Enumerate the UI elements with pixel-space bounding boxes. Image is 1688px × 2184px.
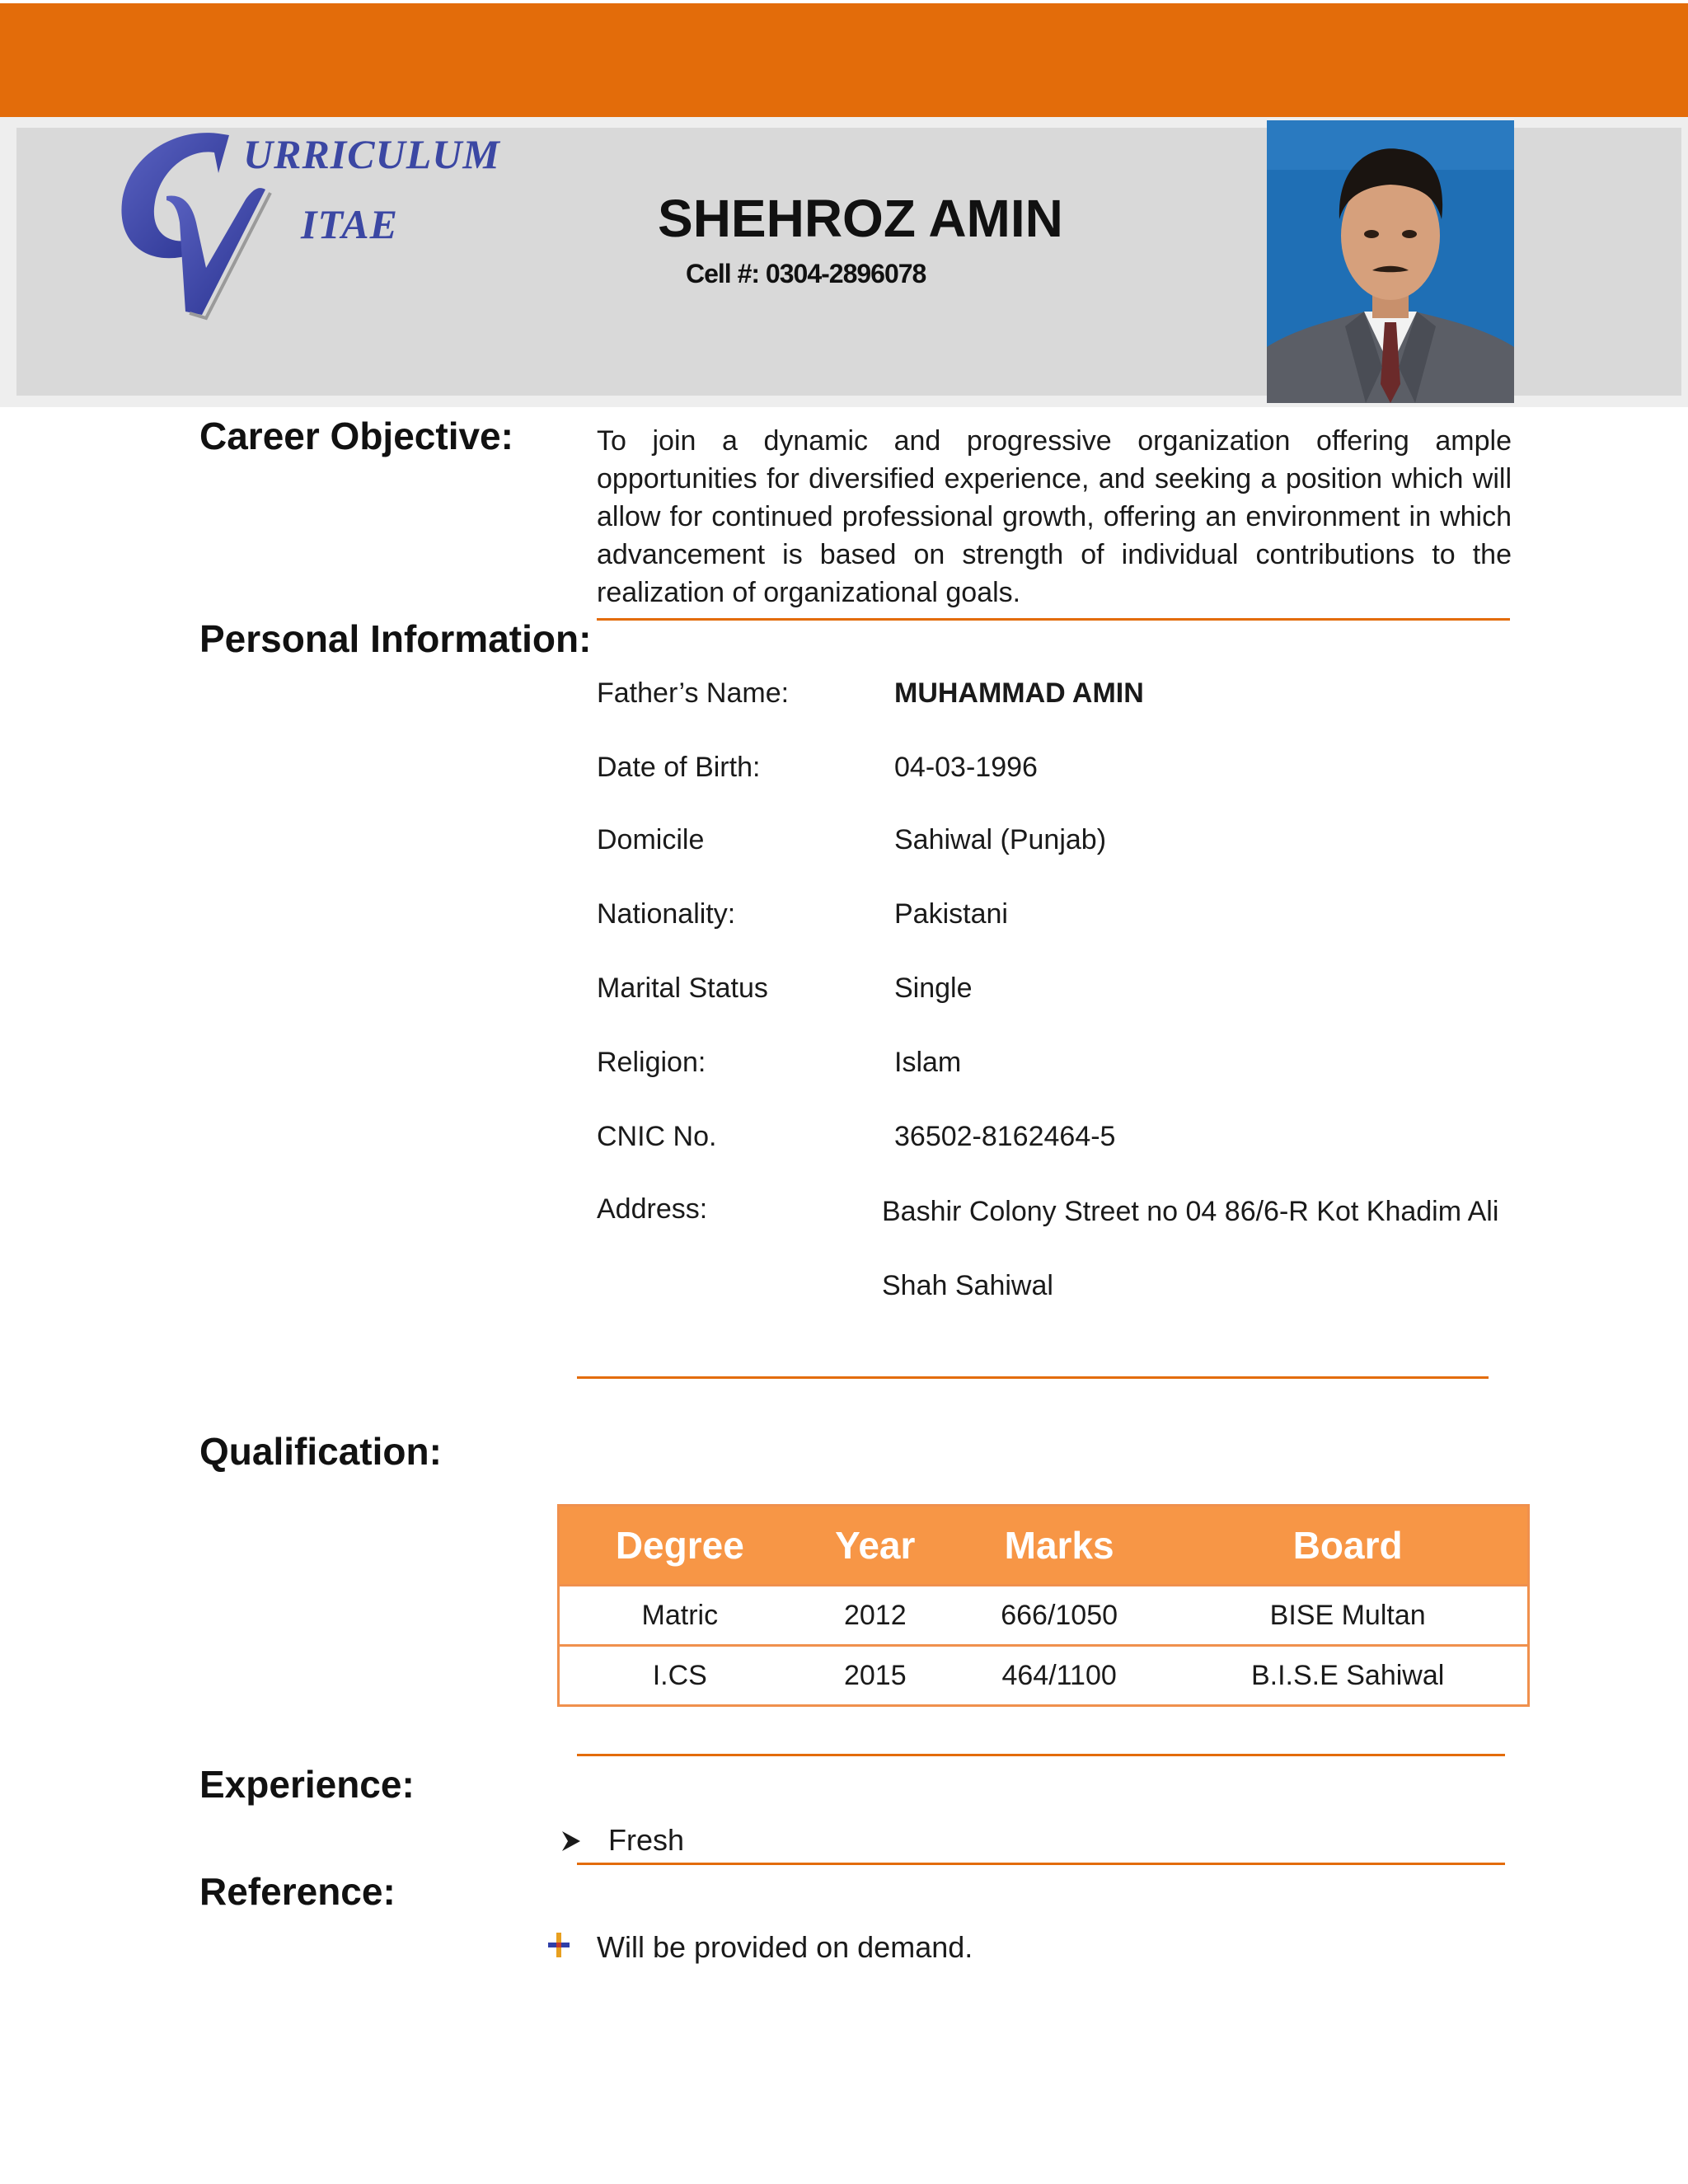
- info-value-address-line1: Bashir Colony Street no 04 86/6-R Kot Khadim Ali: [882, 1196, 1499, 1227]
- table-cell: I.CS: [559, 1646, 800, 1706]
- info-value-fathers-name: MUHAMMAD AMIN: [894, 677, 1144, 709]
- experience-heading: Experience:: [199, 1763, 415, 1806]
- info-value-cnic: 36502-8162464-5: [894, 1121, 1116, 1152]
- info-value-nationality: Pakistani: [894, 898, 1008, 930]
- qualification-heading: Qualification:: [199, 1430, 442, 1473]
- info-label-domicile: Domicile: [597, 824, 705, 855]
- info-label-religion: Religion:: [597, 1047, 706, 1078]
- table-row: [559, 1586, 1529, 1646]
- section-divider: [577, 1863, 1505, 1865]
- info-label-date-of-birth: Date of Birth:: [597, 752, 761, 783]
- table-header-row: [559, 1506, 1529, 1586]
- experience-item: Fresh: [608, 1823, 685, 1857]
- reference-heading: Reference:: [199, 1870, 396, 1913]
- info-value-religion: Islam: [894, 1047, 962, 1078]
- reference-item: Will be provided on demand.: [597, 1930, 973, 1964]
- info-label-cnic: CNIC No.: [597, 1121, 717, 1152]
- section-divider: [597, 618, 1510, 621]
- section-divider: [577, 1376, 1489, 1379]
- personal-information-heading: Personal Information:: [199, 617, 592, 660]
- candidate-name: SHEHROZ AMIN: [658, 189, 1063, 248]
- header-top-bar: [0, 3, 1688, 117]
- table-cell: 2012: [800, 1586, 950, 1646]
- career-objective-text: To join a dynamic and progressive organization offering ample opportunities for diversified experience, and seeking a position which will allow for continued professional growth, offering an environment in which advancement is based on strength of individual contributions to the realization of organizational goals.: [597, 425, 1512, 608]
- info-value-domicile: Sahiwal (Punjab): [894, 824, 1107, 855]
- table-row: [559, 1646, 1529, 1706]
- logo-text-curriculum: URRICULUM: [243, 131, 500, 177]
- info-value-marital-status: Single: [894, 972, 973, 1004]
- plus-bullet-icon: [546, 1931, 572, 1959]
- table-cell: Matric: [559, 1586, 800, 1646]
- table-cell: B.I.S.E Sahiwal: [1168, 1646, 1528, 1706]
- logo-text-vitae: ITAE: [301, 201, 398, 247]
- arrow-bullet-icon: [560, 1830, 582, 1853]
- qualification-table: [557, 1504, 1530, 1707]
- info-label-fathers-name: Father’s Name:: [597, 677, 790, 709]
- profile-photo: [1267, 120, 1514, 403]
- info-value-date-of-birth: 04-03-1996: [894, 752, 1038, 783]
- cell-number: Cell #: 0304-2896078: [686, 259, 926, 288]
- section-divider: [577, 1754, 1505, 1756]
- column-header-year: Year: [800, 1506, 950, 1586]
- column-header-degree: Degree: [559, 1506, 800, 1586]
- table-cell: 666/1050: [950, 1586, 1168, 1646]
- column-header-marks: Marks: [950, 1506, 1168, 1586]
- info-label-marital-status: Marital Status: [597, 972, 768, 1004]
- info-value-address-line2: Shah Sahiwal: [882, 1270, 1053, 1301]
- career-objective-heading: Career Objective:: [199, 415, 513, 457]
- column-header-board: Board: [1168, 1506, 1528, 1586]
- table-cell: BISE Multan: [1168, 1586, 1528, 1646]
- info-label-nationality: Nationality:: [597, 898, 736, 930]
- table-cell: 2015: [800, 1646, 950, 1706]
- table-cell: 464/1100: [950, 1646, 1168, 1706]
- info-label-address: Address:: [597, 1193, 708, 1225]
